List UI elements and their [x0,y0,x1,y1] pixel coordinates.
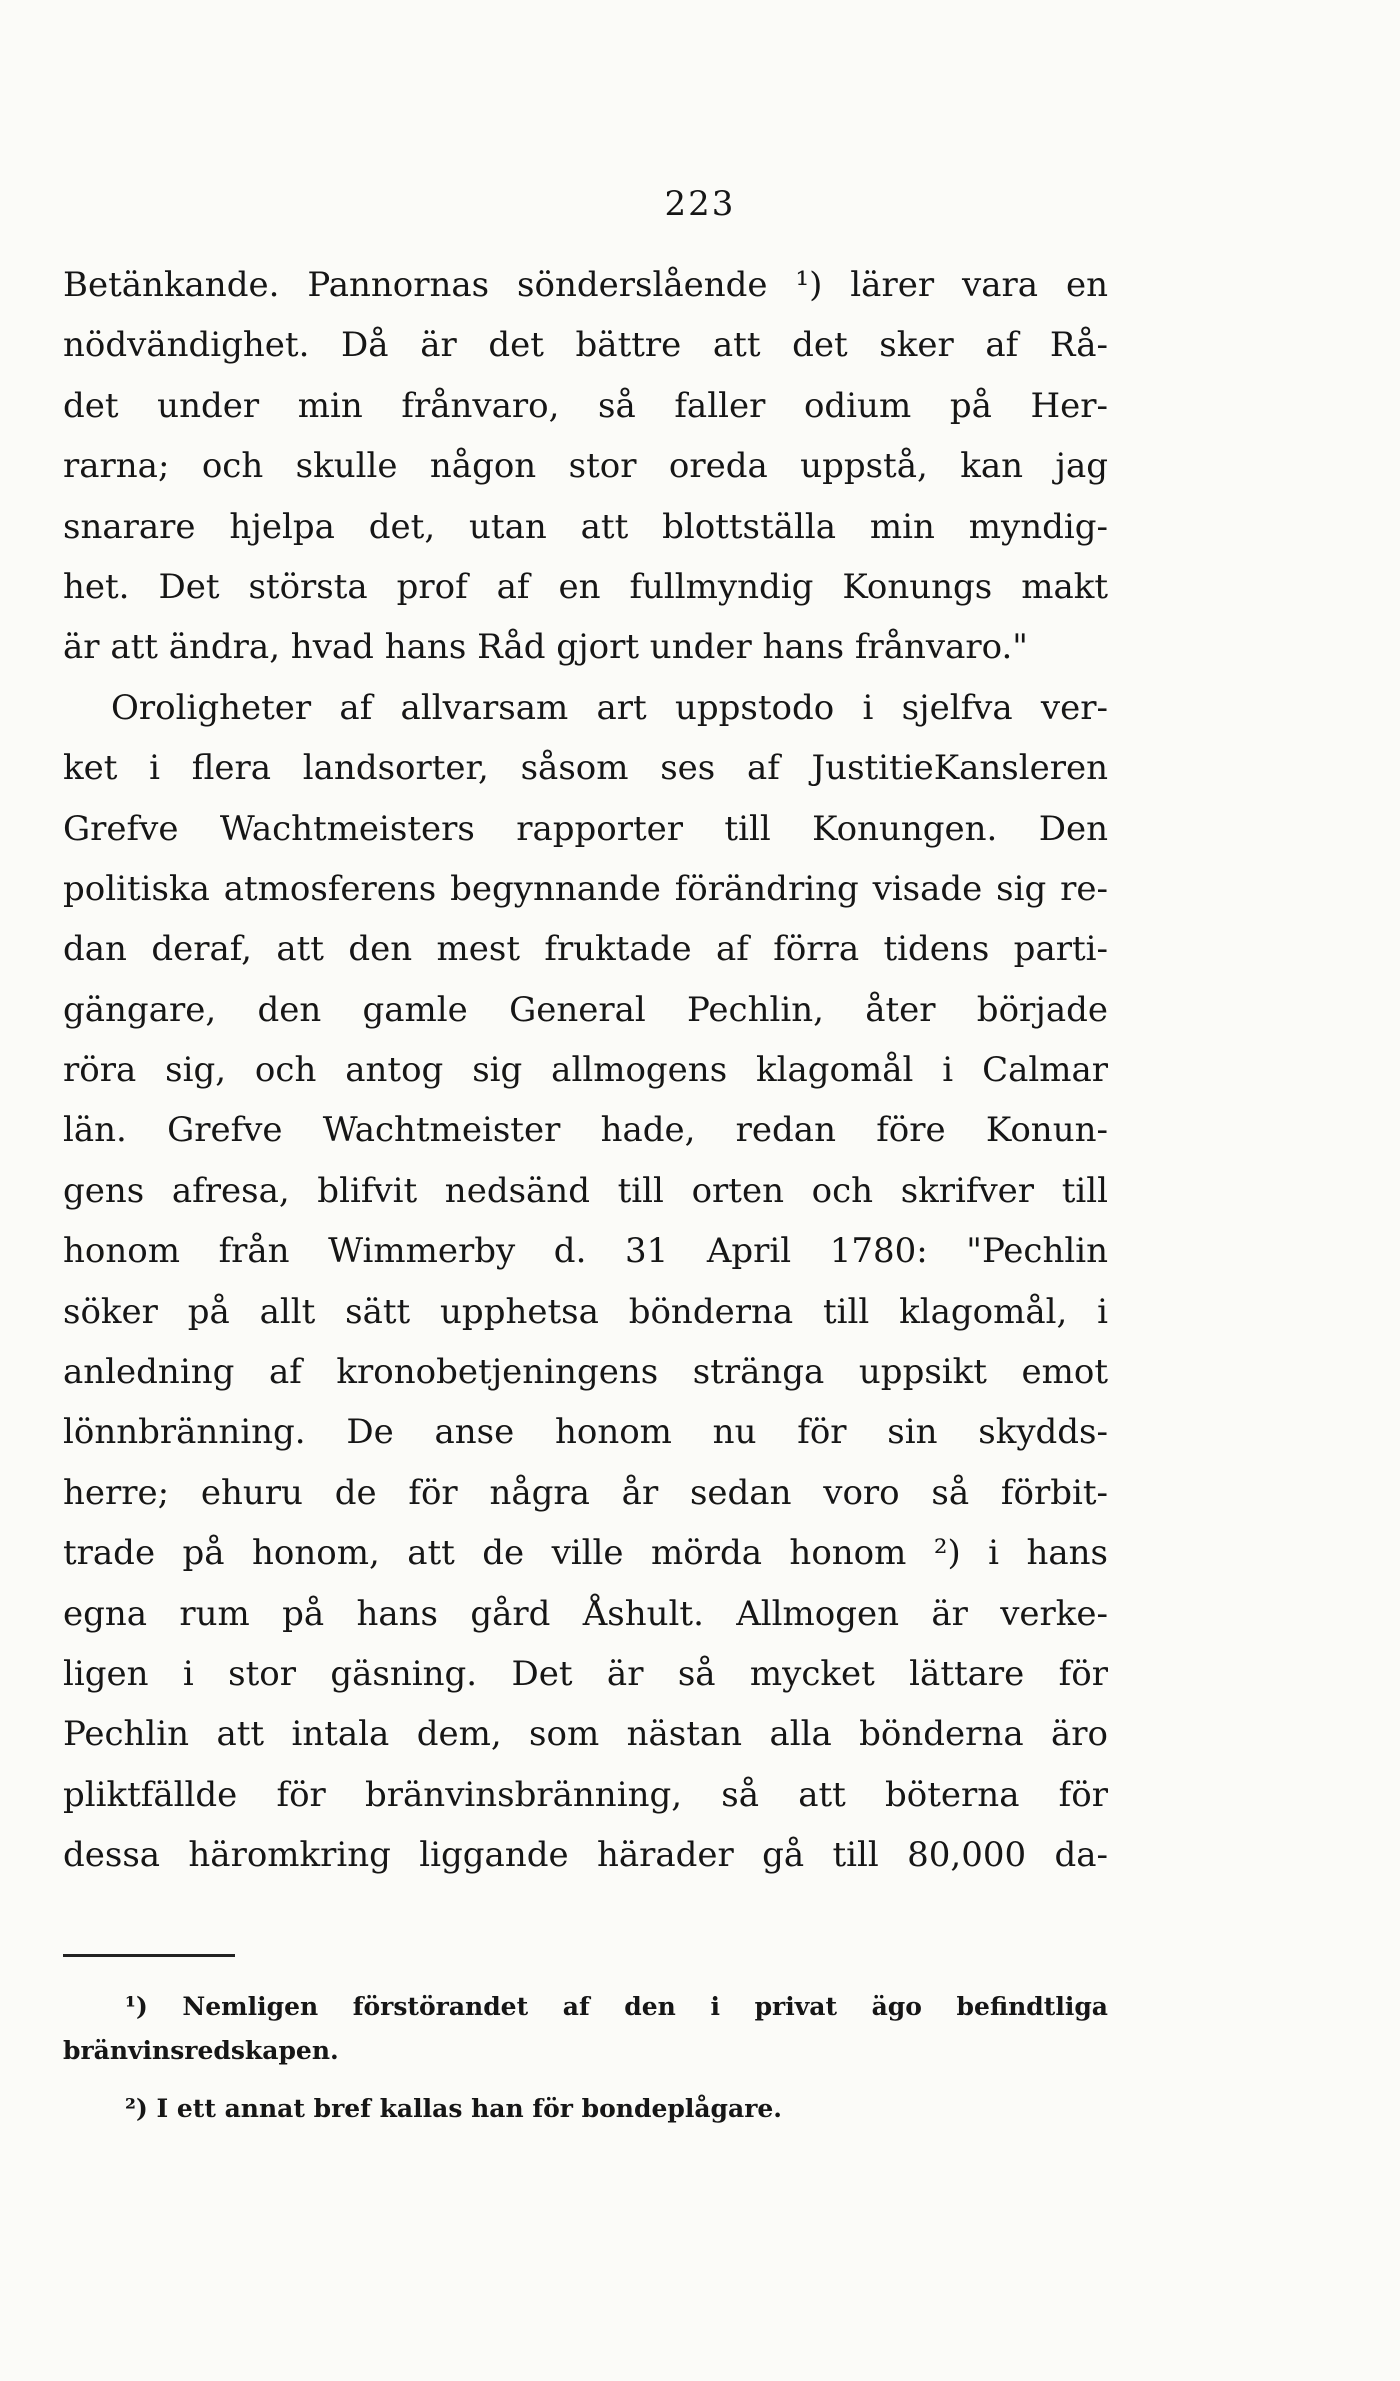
text-line: politiska atmosferens begynnande förändring visade sig re- [63,868,1108,909]
page-number: 223 [664,184,736,224]
footnote-line: ¹) Nemligen förstörandet af den i privat ägo befindtliga [125,1992,1108,2021]
body-text [63,255,1108,1886]
text-line: söker på allt sätt upphetsa bönderna till klagomål, i [63,1291,1108,1332]
text-line: gängare, den gamle General Pechlin, åter började [63,989,1108,1030]
text-line: län. Grefve Wachtmeister hade, redan före Konun- [63,1110,1108,1151]
text-line: Oroligheter af allvarsam art uppstodo i sjelfva ver- [111,687,1108,728]
text-line: herre; ehuru de för några år sedan voro så förbit- [63,1472,1108,1513]
text-line: dan deraf, att den mest fruktade af förra tidens parti- [63,929,1108,970]
text-line: ligen i stor gäsning. Det är så mycket lättare för [63,1653,1108,1694]
footnotes [63,1985,1108,2131]
text-line: nödvändighet. Då är det bättre att det sker af Rå- [63,325,1108,366]
text-line: egna rum på hans gård Åshult. Allmogen är verke- [63,1593,1108,1634]
text-line: är att ändra, hvad hans Råd gjort under hans frånvaro." [63,627,1028,668]
text-line: det under min frånvaro, så faller odium på Her- [63,385,1108,426]
footnote-divider [63,1954,235,1957]
text-line: het. Det största prof af en fullmyndig Konungs makt [63,566,1108,607]
footnote-line: bränvinsredskapen. [63,2036,339,2065]
text-line: snarare hjelpa det, utan att blottställa min myndig- [63,506,1108,547]
text-line: gens afresa, blifvit nedsänd till orten och skrifver till [63,1170,1108,1211]
text-line: honom från Wimmerby d. 31 April 1780: "Pechlin [63,1231,1108,1272]
text-line: ket i flera landsorter, såsom ses af JustitieKansleren [63,748,1108,789]
text-line: Betänkande. Pannornas sönderslående ¹) lärer vara en [63,265,1108,305]
footnote-line: ²) I ett annat bref kallas han för bondeplågare. [125,2094,783,2123]
text-line: röra sig, och antog sig allmogens klagomål i Calmar [63,1050,1108,1091]
text-line: pliktfällde för bränvinsbränning, så att böterna för [63,1774,1108,1815]
text-line: dessa häromkring liggande härader gå till 80,000 da- [63,1835,1108,1876]
text-line: lönnbränning. De anse honom nu för sin skydds- [63,1412,1108,1453]
text-line: trade på honom, att de ville mörda honom ²) i hans [63,1533,1108,1574]
text-line: Grefve Wachtmeisters rapporter till Konungen. Den [63,808,1108,849]
text-line: anledning af kronobetjeningens stränga uppsikt emot [63,1352,1108,1393]
text-line: rarna; och skulle någon stor oreda uppstå, kan jag [63,446,1108,487]
text-line: Pechlin att intala dem, som nästan alla bönderna äro [63,1714,1108,1755]
